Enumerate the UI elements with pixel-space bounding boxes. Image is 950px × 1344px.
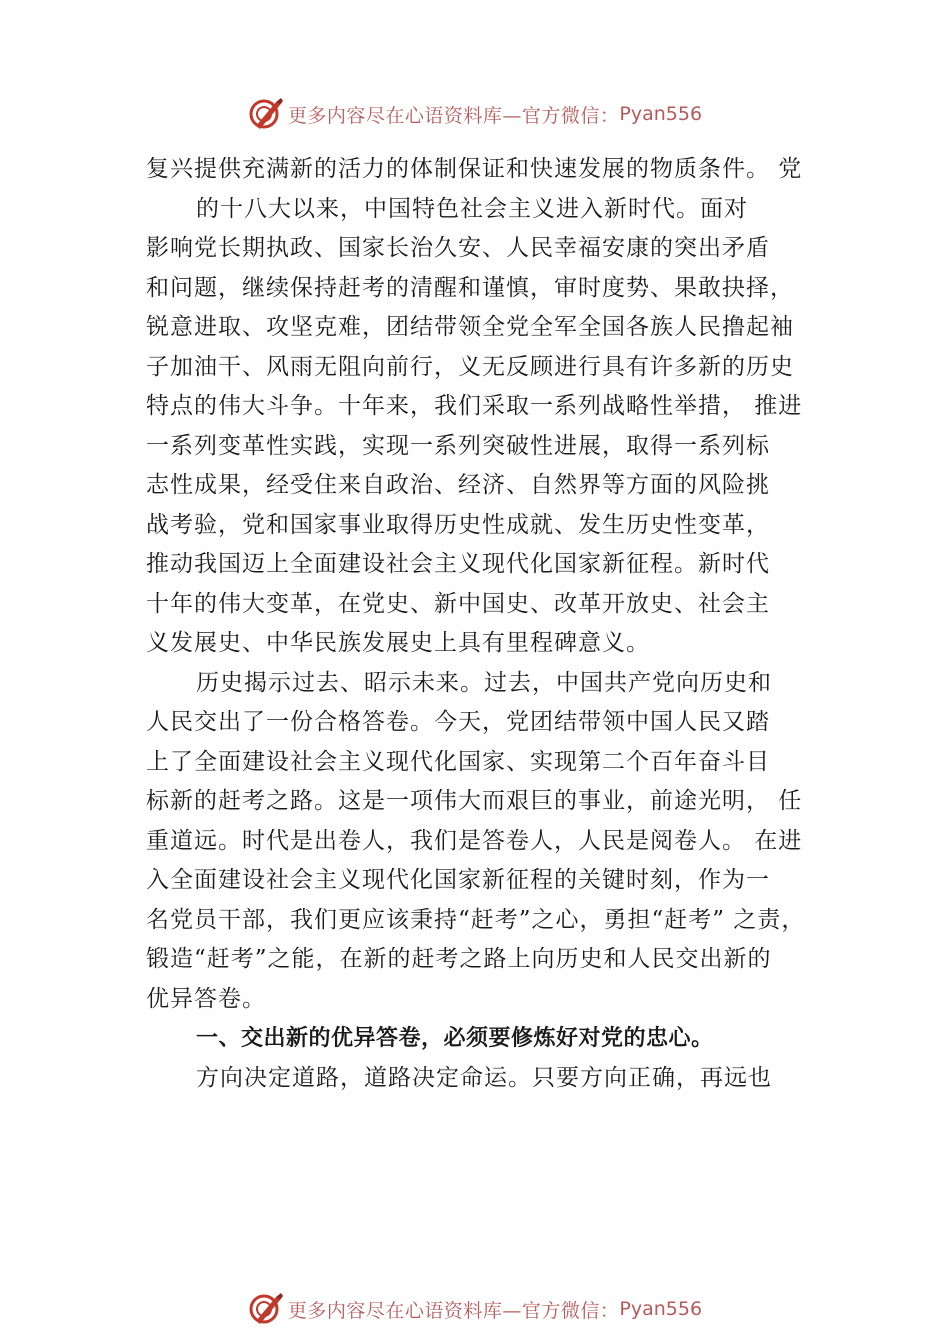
text-line: 影响党长期执政、国家长治久安、人民幸福安康的突出矛盾 [146,235,770,261]
banner-wechat-id: Pyan556 [619,103,703,125]
banner-text: 更多内容尽在心语资料库—官方微信： [287,1299,620,1322]
text-line: 义发展史、中华民族发展史上具有里程碑意义。 [146,630,650,656]
text-line: 特点的伟大斗争。十年来，我们采取一系列战略性举措， 推进 [146,393,803,419]
text-line: 和问题，继续保持赶考的清醒和谨慎，审时度势、果敢抉择， [146,274,794,301]
text-line: 志性成果，经受住来自政治、经济、自然界等方面的风险挑 [146,472,770,498]
footer-banner [0,1289,950,1329]
text-line: 十年的伟大变革，在党史、新中国史、改革开放史、社会主 [146,590,770,617]
paragraph-start-line: 的十八大以来，中国特色社会主义进入新时代。面对 [196,195,748,222]
paragraph-start-line: 历史揭示过去、昭示未来。过去，中国共产党向历史和 [196,669,772,696]
text-line: 子加油干、风雨无阻向前行，义无反顾进行具有许多新的历史 [146,353,794,380]
text-line: 优异答卷。 [146,985,266,1012]
text-line: 战考验，党和国家事业取得历史性成就、发生历史性变革， [146,511,770,538]
paragraph-start-line: 方向决定道路，道路决定命运。只要方向正确，再远也 [196,1064,772,1091]
banner-text: 更多内容尽在心语资料库—官方微信： [287,104,620,127]
text-line: 入全面建设社会主义现代化国家新征程的关键时刻，作为一 [146,867,770,893]
text-line: 锻造“赶考”之能，在新的赶考之路上向历史和人民交出新的 [146,946,772,972]
text-line: 一系列变革性实践，实现一系列突破性进展，取得一系列标 [146,432,770,459]
pen-logo-icon [248,1291,284,1327]
banner-wechat-id: Pyan556 [619,1298,703,1320]
section-heading: 一、交出新的优异答卷，必须要修炼好对党的忠心。 [196,1026,714,1051]
text-line: 锐意进取、攻坚克难，团结带领全党全军全国各族人民撸起袖 [146,314,794,340]
document-body [146,150,826,1098]
text-line: 上了全面建设社会主义现代化国家、实现第二个百年奋斗目 [146,748,770,775]
text-line: 名党员干部，我们更应该秉持“赶考”之心，勇担“赶考” 之责， [146,906,806,933]
text-line: 人民交出了一份合格答卷。今天，党团结带领中国人民又踏 [146,709,770,735]
text-line: 重道远。时代是出卷人，我们是答卷人，人民是阅卷人。 在进 [146,827,803,854]
text-line: 标新的赶考之路。这是一项伟大而艰巨的事业，前途光明， 任 [146,788,803,814]
header-banner [0,94,950,134]
text-line: 推动我国迈上全面建设社会主义现代化国家新征程。新时代 [146,551,770,577]
text-line: 复兴提供充满新的活力的体制保证和快速发展的物质条件。 党 [146,156,803,182]
pen-logo-icon [248,96,284,132]
